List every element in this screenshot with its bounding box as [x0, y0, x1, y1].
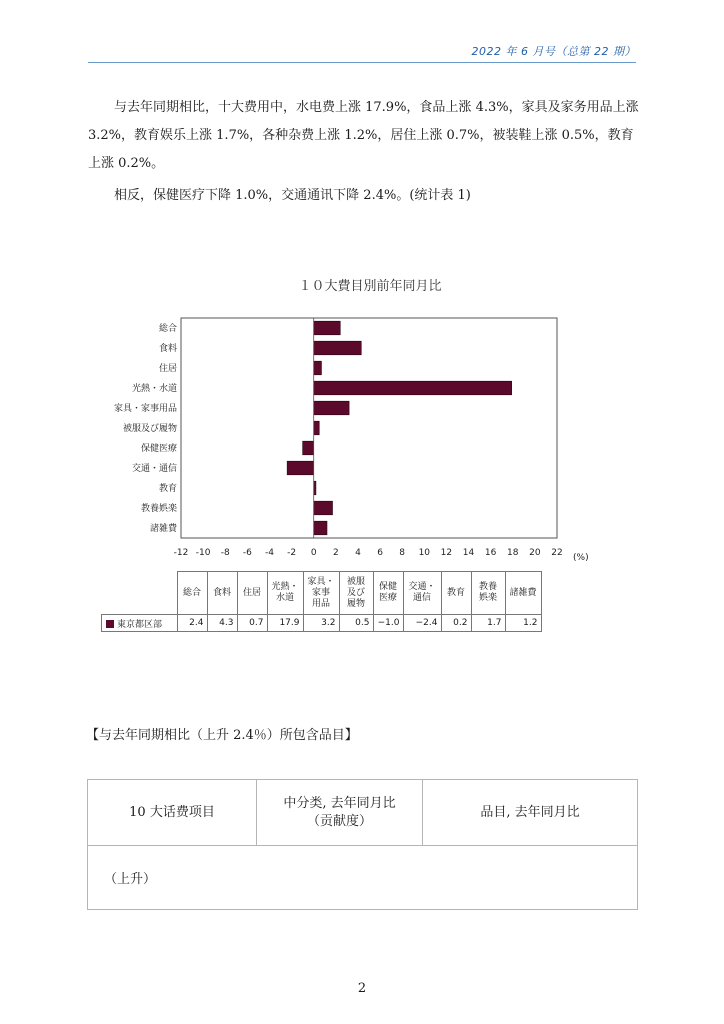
col-header-items: 品目, 去年同月比 — [423, 780, 638, 846]
table-value-cell: 1.7 — [471, 615, 505, 632]
bar-5 — [314, 421, 320, 435]
x-tick-label: -12 — [173, 548, 189, 558]
bar-4 — [314, 401, 349, 415]
category-label: 光熱・水道 — [131, 384, 177, 394]
category-label: 被服及び履物 — [122, 424, 177, 434]
table-header-cell: 諸雑費 — [505, 572, 541, 615]
category-label: 教育 — [158, 484, 177, 494]
table-value-cell: 1.2 — [505, 615, 541, 632]
x-tick-label: -6 — [242, 548, 252, 558]
table-header-cell: 光熱・ 水道 — [267, 572, 303, 615]
x-tick-label: 20 — [529, 548, 541, 558]
unit-label: (%) — [573, 553, 589, 563]
issue-header: 2022 年 6 月号（总第 22 期） — [471, 45, 636, 58]
paragraph-increases: 与去年同期相比，十大费用中，水电费上涨 17.9%，食品上涨 4.3%，家具及家务用品上涨 3.2%，教育娱乐上涨 1.7%，各种杂费上涨 1.2%，居住上涨 0.7%，被装鞋上涨 0.5%，教育上涨 0.2%。 — [88, 100, 639, 171]
category-label: 住居 — [158, 364, 177, 374]
table-value-cell: 2.4 — [177, 615, 207, 632]
table-header-cell: 食料 — [207, 572, 237, 615]
table-value-cell: −2.4 — [403, 615, 441, 632]
x-tick-label: 16 — [484, 548, 497, 558]
section-title: 【与去年同期相比（上升 2.4％）所包含品目】 — [86, 728, 358, 743]
bar-0 — [314, 321, 341, 335]
x-tick-label: -10 — [195, 548, 211, 558]
row-label — [102, 615, 178, 632]
chart-title: １０大費目別前年同月比 — [298, 279, 442, 294]
x-tick-label: 8 — [399, 548, 406, 558]
bar-2 — [314, 361, 322, 375]
bar-chart — [95, 270, 615, 570]
table-corner — [102, 572, 178, 615]
col-header-category: 10 大话费项目 — [88, 780, 257, 846]
items-table — [87, 779, 638, 910]
x-tick-label: 10 — [418, 548, 431, 558]
bar-3 — [314, 381, 512, 395]
table-header-cell: 総合 — [177, 572, 207, 615]
table-header-cell: 保健 医療 — [373, 572, 403, 615]
header-rule — [88, 62, 636, 63]
category-label: 保健医療 — [140, 444, 177, 454]
table-header-cell: 教養 娯楽 — [471, 572, 505, 615]
bar-6 — [303, 441, 314, 455]
category-label: 諸雑費 — [149, 524, 177, 534]
bar-10 — [314, 521, 327, 535]
x-tick-label: 18 — [507, 548, 519, 558]
table-value-cell: 17.9 — [267, 615, 303, 632]
col-header-subcategory: 中分类, 去年同月比 （贡献度） — [257, 780, 423, 846]
table-header-cell: 被服 及び 履物 — [339, 572, 373, 615]
category-label: 総合 — [158, 324, 177, 334]
row-increase: （上升） — [88, 846, 638, 910]
x-tick-label: -4 — [264, 548, 274, 558]
bar-9 — [314, 501, 333, 515]
table-header-cell: 家具・ 家事 用品 — [303, 572, 339, 615]
table-header-cell: 住居 — [237, 572, 267, 615]
plot-area — [181, 318, 557, 538]
table-value-cell: 0.5 — [339, 615, 373, 632]
x-tick-label: 6 — [377, 548, 383, 558]
x-tick-label: 14 — [462, 548, 475, 558]
page-number: 2 — [357, 981, 367, 996]
category-label: 交通・通信 — [131, 464, 177, 474]
legend-swatch — [106, 620, 114, 628]
table-value-cell: −1.0 — [373, 615, 403, 632]
x-tick-label: 22 — [551, 548, 563, 558]
x-tick-label: 12 — [440, 548, 453, 558]
x-tick-label: 2 — [332, 548, 339, 558]
table-header-cell: 教育 — [441, 572, 471, 615]
x-tick-label: -2 — [287, 548, 297, 558]
category-label: 家具・家事用品 — [113, 404, 177, 414]
table-value-cell: 0.7 — [237, 615, 267, 632]
x-tick-label: 4 — [355, 548, 361, 558]
bar-1 — [314, 341, 362, 355]
table-value-cell: 3.2 — [303, 615, 339, 632]
x-tick-label: -8 — [220, 548, 230, 558]
bar-7 — [287, 461, 314, 475]
table-value-cell: 0.2 — [441, 615, 471, 632]
table-header-cell: 交通・ 通信 — [403, 572, 441, 615]
table-value-cell: 4.3 — [207, 615, 237, 632]
category-label: 食料 — [158, 344, 177, 354]
data-table — [101, 571, 542, 632]
x-tick-label: 0 — [310, 548, 317, 558]
row-label-text: 東京都区部 — [117, 619, 163, 630]
paragraph-decreases: 相反，保健医疗下降 1.0%，交通通讯下降 2.4%。(统计表 1) — [114, 188, 471, 203]
category-label: 教養娯楽 — [140, 504, 177, 514]
